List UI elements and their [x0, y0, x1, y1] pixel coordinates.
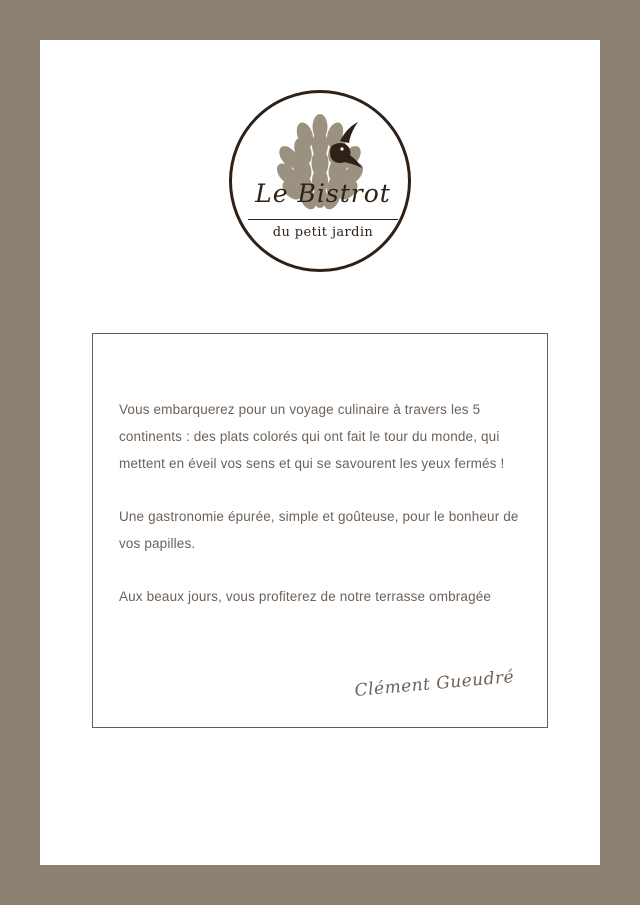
paragraph: Vous embarquerez pour un voyage culinaire à travers les 5 continents : des plats colorés qui ont fait le tour du monde, qui mettent en éveil vos sens et qui se savourent les yeux fermés !: [119, 402, 505, 471]
logo-block: [40, 90, 600, 272]
message-body: [119, 396, 523, 610]
message-card: [92, 333, 548, 728]
signature: [321, 643, 521, 701]
signature-text: Clément Gueudré: [353, 667, 515, 701]
paragraph: Une gastronomie épurée, simple et goûteuse, pour le bonheur de vos papilles.: [119, 509, 519, 551]
logo-divider: [248, 219, 398, 220]
paragraph: Aux beaux jours, vous profiterez de notre terrasse ombragée: [119, 589, 492, 604]
logo-circle: [229, 90, 411, 272]
document-page: [40, 40, 600, 865]
logo-subtitle: du petit jardin: [272, 225, 374, 240]
logo-name: Le Bistrot: [255, 179, 391, 208]
